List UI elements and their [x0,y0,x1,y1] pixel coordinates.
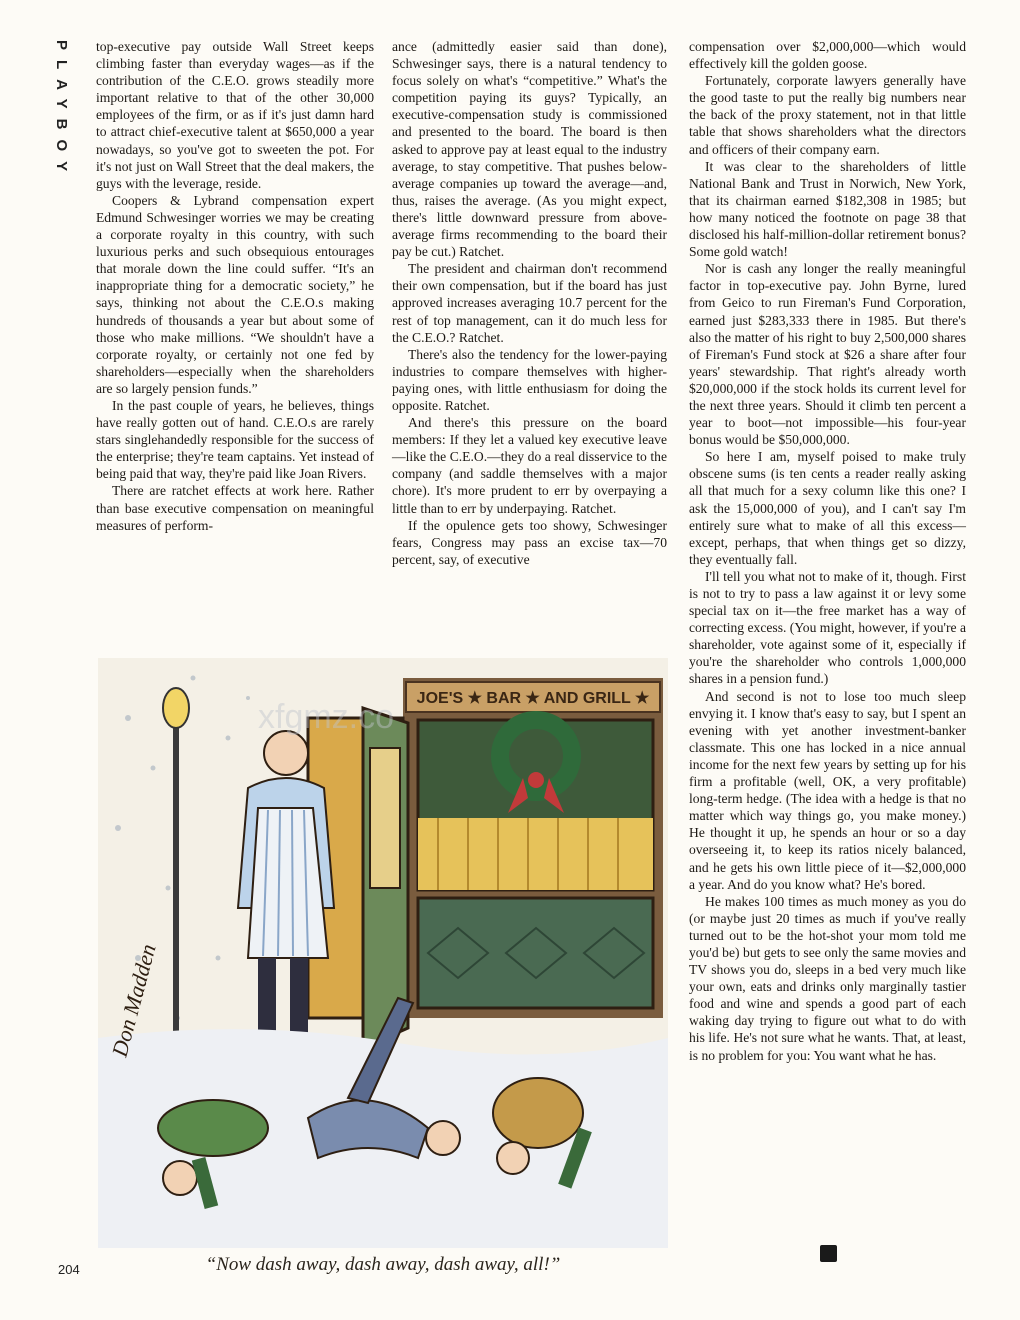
article-column-2 [392,38,667,568]
paragraph: compensation over $2,000,000—which would effectively kill the golden goose. [689,39,966,72]
paragraph: There's also the tendency for the lower-paying industries to compare themselves with higher-paying ones, with little enthusiasm for doing the opposite. Ratchet. [392,346,667,413]
illustration-caption: “Now dash away, dash away, dash away, all!” [205,1254,561,1275]
paragraph: Coopers & Lybrand compensation expert Edmund Schwesinger worries we may be creating a corporate royalty in this country, with such luxurious perks and such obsequious entourages that morale down the line could suffer. “It's an inappropriate thing for a democratic society,” he says, thinking not about the C.E.O.s making hundreds of thousands a year but about some of those who make millions. “We shouldn't have a corporate royalty, or certainly not one fed by shareholders—especially when the shareholders are so largely pension funds.” [96,192,374,396]
paragraph: There are ratchet effects at work here. Rather than base executive compensation on meaningful measures of perform- [96,483,374,533]
page-number: 204 [58,1262,80,1277]
masthead-text: PLAYBOY [53,40,70,182]
bar-sign: JOE'S ★ BAR ★ AND GRILL ★ [416,690,650,707]
article-column-3 [689,38,966,1064]
end-mark-bunny-icon [820,1245,837,1262]
paragraph: ance (admittedly easier said than done), Schwesinger says, there is a natural tendency to focus solely on what's “competitive.” What's the competition paying its guys? Typically, an executive-compensation study is commissioned and presented to the board. The board is then asked to approve pay at least equal to the industry average, to stay competitive. That pushes below-average companies up toward the average—and, thus, raises the average. (As you might expect, there's little downward pressure from above-average firms recommending to the board their pay be cut.) Ratchet. [392,39,667,260]
paragraph: The president and chairman don't recommend their own compensation, but if the board has just approved increases averaging 10.7 percent for the rest of top management, can it do much less for the C.E.O.? Ratchet. [392,261,667,345]
paragraph: If the opulence gets too showy, Schwesinger fears, Congress may pass an excise tax—70 percent, say, of executive [392,517,667,567]
paragraph: top-executive pay outside Wall Street keeps climbing faster than everyday wages—as if the contribution of the C.E.O. grows steadily more important relative to that of the other 30,000 employees of the firm, or as if it's just damn hard to attract chief-executive talent at $650,000 a year nowadays, so you've got to sweeten the pot. For it's not just on Wall Street that the deal makers, the guys with the leverage, reside. [96,39,374,191]
paragraph: And second is not to lose too much sleep envying it. I know that's easy to say, but I spent an evening with yet another investment-banker classmate. This one has locked in a nice annual income for the next few years by setting up for his firm a profitable (well, OK, a very profitable) long-term hedge. (The idea with a hedge is that no matter which way things go, you make money.) He thought it up, he spends an hour or so a day overseeing it, to keep its ratios nicely balanced, and he gets his own little piece of it—$2,000,000 a year. And do you know what? He's bored. [689,688,966,892]
paragraph: So here I am, myself poised to make truly obscene sums (is ten cents a reader really asking all that much for a sexy column like this one? I ask the 15,000,000 of you), and I can't say I'm entirely sure what to make of all this excess—except, perhaps, that when things get so dizzy, they eventually fall. [689,449,966,567]
masthead [52,40,74,190]
paragraph: It was clear to the shareholders of little National Bank and Trust in Norwich, New York, that its chairman earned $182,308 in 1985; but how many noticed the footnote on page 38 that disclosed his half-million-dollar retirement bonus? Some gold watch! [689,158,966,260]
paragraph: He makes 100 times as much money as you do (or maybe just 20 times as much if you've really turned out to be the hot-shot your mom told me you'd be) but gets to see only the same movies and TV shows you do, sleeps in a bed very much like your own, eats and drinks only marginally tastier food and wine and spends a good part of each waking day trying to figure out what to do with his life. He's not sure what he wants. That, at least, is no problem for you: You want what he has. [689,893,966,1063]
watermark: xfgmz.co [258,698,395,736]
paragraph: I'll tell you what not to make of it, though. First is not to try to pass a law against it or levy some special tax on it—the free market has a way of correcting excess. (You might, however, if you're a shareholder, vote against some of it, especially if you're the shareholder who controls 1,000,000 shares in a pension fund.) [689,568,966,687]
paragraph: In the past couple of years, he believes, things have really gotten out of hand. C.E.O.s are rarely stars singlehandedly responsible for the success of the enterprise; they're team captains. Yet instead of being paid that way, they're paid like Joan Rivers. [96,397,374,482]
artist-signature: Don Madden [106,941,161,1060]
paragraph: And there's this pressure on the board members: If they let a valued key executive leave—like the C.E.O.—they do a real disservice to the company (and saddle themselves with a major chore). It's more prudent to err by overpaying a little than to err by underpaying. Ratchet. [392,415,667,516]
paragraph: Nor is cash any longer the really meaningful factor in top-executive pay. John Byrne, lured from Geico to run Fireman's Fund Corporation, earned just $283,333 there in 1985. But there's also the matter of his right to buy 2,500,000 shares of Fireman's Fund stock at $26 a share after four years' stewardship. That right's already worth $20,000,000 if the stock holds its current level for the next three years. Should it climb ten percent a year to boot—not impossible—his four-year bonus would be $50,000,000. [689,261,966,448]
paragraph: Fortunately, corporate lawyers generally have the good taste to put the really big numbers near the back of the proxy statement, not in that little table that shows shareholders what the directors and officers of their company earn. [689,73,966,157]
cartoon-illustration [98,658,668,1248]
article-column-1 [96,38,374,534]
